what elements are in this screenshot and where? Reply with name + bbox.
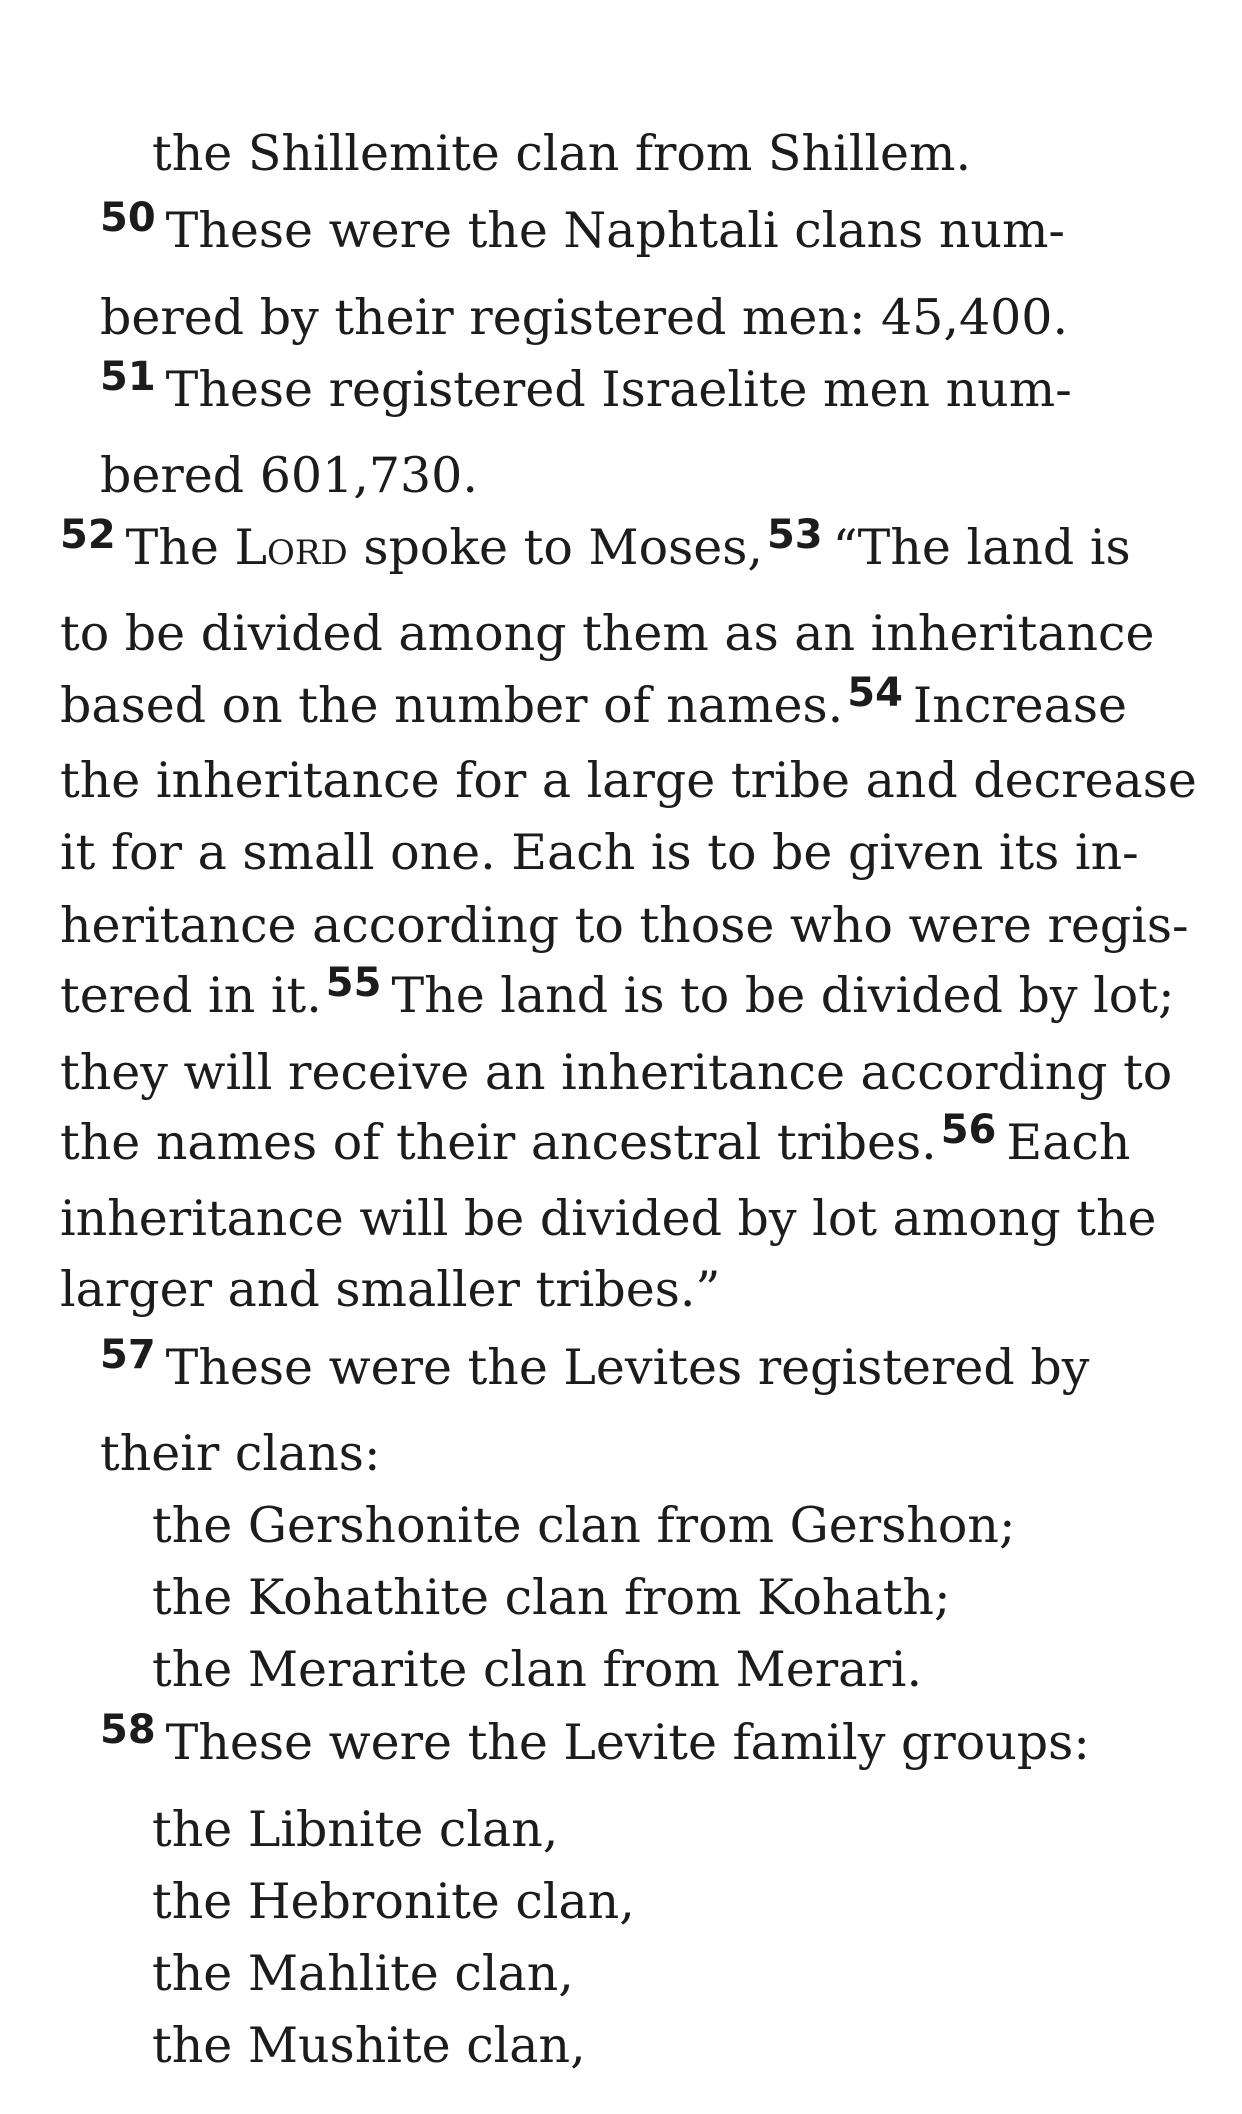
verse-number: 50 xyxy=(100,195,156,241)
line-text: the Kohathite clan from Kohath; xyxy=(152,1569,951,1626)
text-line xyxy=(152,1938,574,2010)
line-text: These were the Levite family groups: xyxy=(165,1714,1090,1771)
text-line xyxy=(152,2010,586,2082)
line-text: larger and smaller tribes.” xyxy=(60,1261,721,1318)
text-line xyxy=(60,598,1154,670)
text-line xyxy=(152,118,971,190)
verse-52 xyxy=(60,512,1131,584)
text-line xyxy=(100,282,1068,354)
verse-51 xyxy=(100,354,1072,426)
line-text: inheritance will be divided by lot among the xyxy=(60,1190,1157,1247)
text-line xyxy=(60,1254,720,1326)
line-text: The xyxy=(125,519,235,576)
text-line xyxy=(60,1037,1172,1109)
line-text: their clans: xyxy=(100,1425,381,1482)
line-text: the Gershonite clan from Gershon; xyxy=(152,1497,1016,1554)
line-text: Increase xyxy=(912,677,1128,734)
line-text: heritance according to those who were regis- xyxy=(60,897,1189,954)
line-text: These registered Israelite men num- xyxy=(165,361,1072,418)
line-text: bered 601,730. xyxy=(100,447,478,504)
line-text: the Libnite clan, xyxy=(152,1801,559,1858)
verse-57 xyxy=(100,1332,1089,1404)
text-line xyxy=(60,817,1139,889)
text-line xyxy=(60,1107,1130,1179)
text-line xyxy=(60,960,1174,1032)
verse-number: 52 xyxy=(60,512,116,558)
line-text: they will receive an inheritance according to xyxy=(60,1044,1173,1101)
text-line xyxy=(60,1183,1157,1255)
text-line xyxy=(152,1562,950,1634)
verse-number: 54 xyxy=(847,670,903,716)
verse-58 xyxy=(100,1707,1090,1779)
text-line xyxy=(152,1794,558,1866)
text-line xyxy=(60,890,1189,962)
verse-number: 55 xyxy=(325,960,382,1006)
line-text: based on the number of names. xyxy=(60,677,844,734)
text-line xyxy=(100,1418,380,1490)
line-text: the Merarite clan from Merari. xyxy=(152,1641,923,1698)
line-text: to be divided among them as an inheritance xyxy=(60,605,1155,662)
line-text: bered by their registered men: 45,400. xyxy=(100,289,1069,346)
verse-number: 57 xyxy=(100,1332,156,1378)
line-text: the names of their ancestral tribes. xyxy=(60,1114,937,1171)
line-text: These were the Naphtali clans num- xyxy=(165,202,1065,259)
line-text: the Shillemite clan from Shillem. xyxy=(152,125,972,182)
text-line xyxy=(60,670,1127,742)
line-text: These were the Levites registered by xyxy=(165,1339,1090,1396)
text-line xyxy=(60,745,1197,817)
line-text: the Mushite clan, xyxy=(152,2017,586,2074)
text-line xyxy=(152,1490,1015,1562)
line-text: Each xyxy=(1006,1114,1131,1171)
line-text: The land is to be divided by lot; xyxy=(391,967,1175,1024)
line-text: spoke to Moses, xyxy=(347,519,763,576)
verse-number: 56 xyxy=(940,1107,997,1153)
text-line xyxy=(152,1866,635,1938)
verse-number: 51 xyxy=(100,354,156,400)
text-line xyxy=(100,440,478,512)
line-text: the inheritance for a large tribe and decrease xyxy=(60,752,1197,809)
line-text: it for a small one. Each is to be given its in- xyxy=(60,824,1139,881)
divine-name: Lord xyxy=(234,519,348,576)
verse-number: 53 xyxy=(766,512,823,558)
verse-number: 58 xyxy=(100,1707,156,1753)
text-line xyxy=(152,1634,922,1706)
line-text: “The land is xyxy=(832,519,1131,576)
line-text: the Mahlite clan, xyxy=(152,1945,574,2002)
line-text: tered in it. xyxy=(60,967,322,1024)
verse-50 xyxy=(100,195,1065,267)
line-text: the Hebronite clan, xyxy=(152,1873,635,1930)
